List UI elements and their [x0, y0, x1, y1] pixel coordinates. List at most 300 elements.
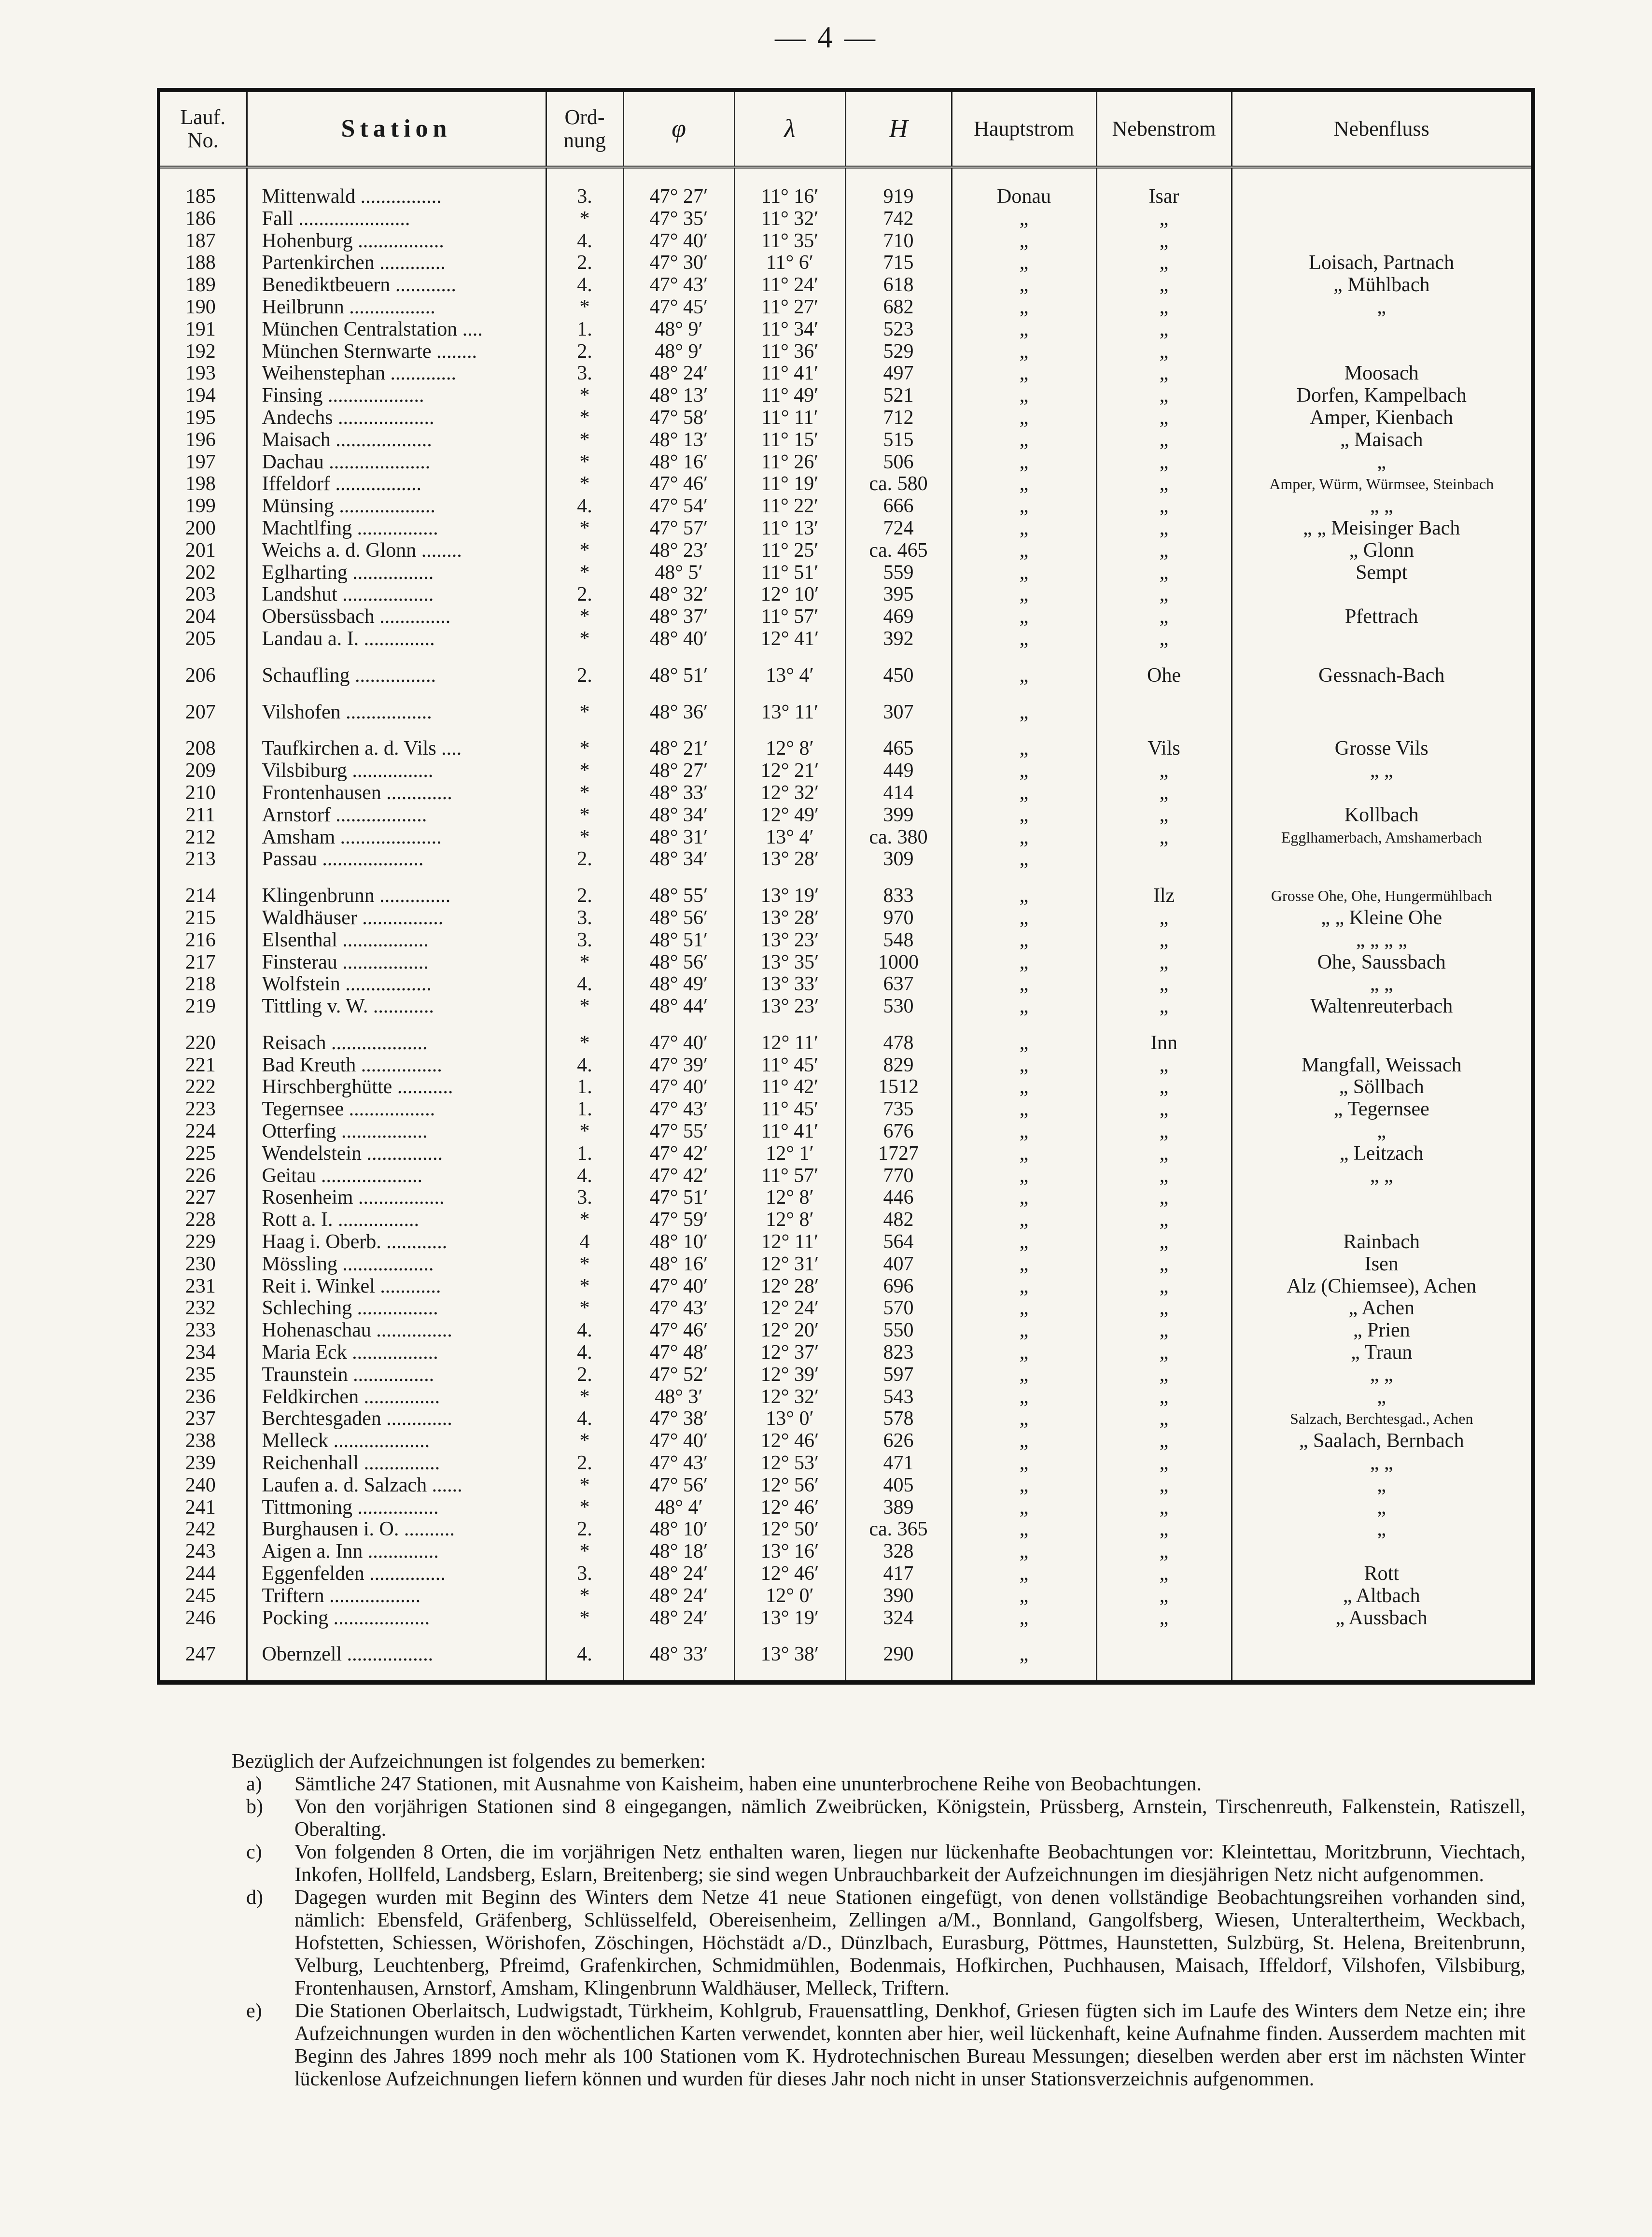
latitude: 47° 51′: [623, 1187, 734, 1209]
height: 465: [845, 738, 952, 760]
table-row: [160, 1055, 1531, 1077]
lauf-no: 242: [185, 1519, 216, 1541]
height: 682: [845, 296, 952, 319]
nebenstrom: „: [1096, 1452, 1232, 1475]
row-spacer: [160, 687, 1531, 702]
lauf-no: 193: [185, 363, 216, 385]
table-row: [160, 827, 1531, 849]
nebenfluss: „ „ Meisinger Bach: [1232, 518, 1531, 540]
lauf-no: 221: [185, 1054, 216, 1076]
nebenfluss: Ohe, Saussbach: [1232, 952, 1531, 974]
nebenstrom: „: [1096, 827, 1232, 849]
row-spacer: [160, 1666, 1531, 1680]
hauptstrom: „: [952, 1187, 1096, 1209]
hauptstrom: „: [952, 702, 1096, 724]
height: 550: [845, 1320, 952, 1342]
longitude: 11° 49′: [734, 385, 845, 407]
spacer-cell: [247, 1018, 546, 1032]
ordnung: 3.: [546, 186, 623, 208]
nebenstrom: „: [1096, 407, 1232, 429]
ordnung: *: [546, 296, 623, 319]
lauf-no: 219: [185, 996, 216, 1018]
hauptstrom: „: [952, 407, 1096, 429]
nebenfluss: Mangfall, Weissach: [1232, 1055, 1531, 1077]
spacer-cell: [546, 723, 623, 738]
spacer-cell: [1232, 871, 1531, 885]
latitude: 48° 16′: [623, 1253, 734, 1276]
latitude: 48° 5′: [623, 562, 734, 584]
header-phi: φ: [623, 92, 734, 167]
station-name: Landshut ..................: [247, 584, 546, 606]
nebenfluss: Sempt: [1232, 562, 1531, 584]
ordnung: 1.: [546, 1076, 623, 1098]
lauf-no: 185: [185, 186, 216, 208]
lauf-no: 200: [185, 517, 216, 539]
lauf-no: 246: [185, 1607, 216, 1629]
nebenfluss: „ Saalach, Bernbach: [1232, 1430, 1531, 1452]
lauf-no: 206: [185, 664, 216, 687]
station-table-frame: [157, 88, 1535, 1685]
nebenstrom: „: [1096, 628, 1232, 650]
longitude: 13° 28′: [734, 907, 845, 929]
spacer-cell: [623, 723, 734, 738]
station-table-body: [160, 167, 1531, 1680]
lauf-no: 211: [185, 804, 215, 826]
nebenfluss: „ Söllbach: [1232, 1076, 1531, 1098]
station-name: Schaufling ................: [247, 665, 546, 687]
nebenstrom: „: [1096, 1098, 1232, 1121]
table-row: [160, 973, 1531, 996]
station-name: Münsing ...................: [247, 495, 546, 518]
ordnung: 3.: [546, 1563, 623, 1585]
ordnung: 2.: [546, 252, 623, 274]
ordnung: *: [546, 385, 623, 407]
nebenstrom: „: [1096, 363, 1232, 385]
spacer-cell: [546, 871, 623, 885]
longitude: 11° 42′: [734, 1076, 845, 1098]
height: 618: [845, 274, 952, 296]
station-name: Tittmoning ................: [247, 1497, 546, 1519]
nebenstrom: „: [1096, 1076, 1232, 1098]
longitude: 12° 32′: [734, 1386, 845, 1408]
station-name: Passau ....................: [247, 848, 546, 871]
height: 597: [845, 1364, 952, 1386]
lauf-no: 201: [185, 539, 216, 562]
ordnung: *: [546, 1297, 623, 1320]
latitude: 47° 40′: [623, 230, 734, 253]
station-name: Mittenwald ................: [247, 186, 546, 208]
station-name: Obersüssbach ..............: [247, 606, 546, 628]
hauptstrom: „: [952, 1386, 1096, 1408]
spacer-cell: [247, 650, 546, 665]
nebenstrom: Ohe: [1096, 665, 1232, 687]
lauf-no: 216: [185, 929, 216, 951]
longitude: 12° 21′: [734, 760, 845, 782]
nebenstrom: „: [1096, 1475, 1232, 1497]
nebenfluss: Grosse Vils: [1232, 738, 1531, 760]
height: 919: [845, 186, 952, 208]
spacer-cell: [247, 1666, 546, 1680]
longitude: 11° 24′: [734, 274, 845, 296]
latitude: 48° 16′: [623, 451, 734, 474]
station-name: Taufkirchen a. d. Vils ....: [247, 738, 546, 760]
ordnung: 1.: [546, 319, 623, 341]
latitude: 47° 27′: [623, 186, 734, 208]
spacer-cell: [952, 1629, 1096, 1644]
hauptstrom: „: [952, 363, 1096, 385]
height: 446: [845, 1187, 952, 1209]
ordnung: 1.: [546, 1143, 623, 1165]
height: 399: [845, 804, 952, 827]
lauf-no: 191: [185, 318, 216, 340]
station-name: Otterfing .................: [247, 1121, 546, 1143]
spacer-cell: [160, 687, 247, 702]
nebenfluss: Rainbach: [1232, 1231, 1531, 1253]
ordnung: *: [546, 208, 623, 230]
longitude: 11° 25′: [734, 540, 845, 562]
station-name: Feldkirchen ...............: [247, 1386, 546, 1408]
latitude: 47° 58′: [623, 407, 734, 429]
table-row: [160, 1563, 1531, 1585]
nebenstrom: „: [1096, 1320, 1232, 1342]
station-name: Maisach ...................: [247, 429, 546, 451]
hauptstrom: „: [952, 1032, 1096, 1055]
nebenstrom: „: [1096, 495, 1232, 518]
height: 506: [845, 451, 952, 474]
longitude: 13° 4′: [734, 665, 845, 687]
table-row: [160, 665, 1531, 687]
hauptstrom: „: [952, 628, 1096, 650]
nebenfluss: „ Achen: [1232, 1297, 1531, 1320]
latitude: 48° 13′: [623, 385, 734, 407]
longitude: 11° 51′: [734, 562, 845, 584]
nebenstrom: „: [1096, 341, 1232, 363]
height: 578: [845, 1408, 952, 1430]
height: 833: [845, 885, 952, 907]
table-row: [160, 495, 1531, 518]
height: 710: [845, 230, 952, 253]
lauf-no: 208: [185, 738, 216, 760]
lauf-no: 195: [185, 407, 216, 429]
lauf-no: 192: [185, 340, 216, 363]
ordnung: *: [546, 606, 623, 628]
latitude: 48° 24′: [623, 1607, 734, 1630]
height: 497: [845, 363, 952, 385]
hauptstrom: „: [952, 1165, 1096, 1187]
lauf-no: 218: [185, 973, 216, 996]
table-row: [160, 451, 1531, 474]
spacer-cell: [734, 1018, 845, 1032]
table-row: [160, 1253, 1531, 1276]
ordnung: *: [546, 1209, 623, 1231]
hauptstrom: „: [952, 296, 1096, 319]
spacer-cell: [734, 1666, 845, 1680]
longitude: 12° 28′: [734, 1276, 845, 1298]
nebenfluss: „: [1232, 1497, 1531, 1519]
table-row: [160, 1644, 1531, 1666]
spacer-cell: [160, 1629, 247, 1644]
table-row: [160, 473, 1531, 495]
ordnung: 1.: [546, 1098, 623, 1121]
table-row: [160, 782, 1531, 804]
ordnung: *: [546, 760, 623, 782]
latitude: 48° 3′: [623, 1386, 734, 1408]
height: 626: [845, 1430, 952, 1452]
note-text: Dagegen wurden mit Beginn des Winters dem Netze 41 neue Stationen eingefügt, von denen vollständige Beobachtungsreihen vorhanden sind, nämlich: Ebensfeld, Gräfenberg, Schlüsselfeld, Obereisenheim, Zellingen a/M., Bonnland, Gangolfsberg, Wiesen, Unteraltertheim, Weckbach, Hofstetten, Schiessen, Wörishofen, Zöschingen, Höchstädt a/D., Dünzlbach, Eurasburg, Pöttmes, Haunstetten, Sulzbürg, St. Helena, Breitenbrunn, Velburg, Leuchtenberg, Pfreimd, Grafenkirchen, Schmidmühlen, Bodenmais, Hofkirchen, Puchhausen, Maisach, Iffeldorf, Vilshofen, Vilsbiburg, Frontenhausen, Arnstorf, Amsham, Klingenbrunn Waldhäuser, Melleck, Triftern.: [294, 1886, 1526, 1999]
ordnung: *: [546, 451, 623, 474]
lauf-no: 197: [185, 451, 216, 473]
hauptstrom: „: [952, 973, 1096, 996]
lauf-no: 204: [185, 606, 216, 628]
nebenstrom: „: [1096, 296, 1232, 319]
ordnung: 2.: [546, 848, 623, 871]
lauf-no: 214: [185, 885, 216, 907]
nebenstrom: „: [1096, 1497, 1232, 1519]
station-name: Finsing ...................: [247, 385, 546, 407]
spacer-cell: [952, 871, 1096, 885]
height: 530: [845, 996, 952, 1018]
hauptstrom: „: [952, 1519, 1096, 1541]
longitude: 12° 32′: [734, 782, 845, 804]
height: 290: [845, 1644, 952, 1666]
longitude: 12° 53′: [734, 1452, 845, 1475]
nebenfluss: „: [1232, 1386, 1531, 1408]
height: 482: [845, 1209, 952, 1231]
ordnung: 4.: [546, 1342, 623, 1364]
latitude: 47° 48′: [623, 1342, 734, 1364]
latitude: 47° 59′: [623, 1209, 734, 1231]
height: 564: [845, 1231, 952, 1253]
nebenfluss: „ „: [1232, 495, 1531, 518]
latitude: 47° 55′: [623, 1121, 734, 1143]
lauf-no: 212: [185, 826, 216, 848]
station-name: Rosenheim .................: [247, 1187, 546, 1209]
longitude: 13° 33′: [734, 973, 845, 996]
nebenfluss: „ Traun: [1232, 1342, 1531, 1364]
table-row: [160, 1607, 1531, 1630]
longitude: 13° 19′: [734, 885, 845, 907]
spacer-cell: [247, 687, 546, 702]
hauptstrom: „: [952, 1055, 1096, 1077]
nebenfluss: „ Altbach: [1232, 1585, 1531, 1607]
spacer-cell: [546, 1629, 623, 1644]
station-name: Reichenhall ...............: [247, 1452, 546, 1475]
nebenstrom: „: [1096, 1607, 1232, 1630]
nebenstrom: „: [1096, 952, 1232, 974]
spacer-cell: [952, 723, 1096, 738]
spacer-cell: [1096, 687, 1232, 702]
table-row: [160, 1209, 1531, 1231]
ordnung: *: [546, 1121, 623, 1143]
note-text: Von den vorjährigen Stationen sind 8 eingegangen, nämlich Zweibrücken, Königstein, Prüssberg, Arnstein, Tirschenreuth, Falkenstein, Ratiszell, Oberalting.: [294, 1796, 1526, 1841]
nebenfluss: „ Aussbach: [1232, 1607, 1531, 1630]
nebenstrom: „: [1096, 1364, 1232, 1386]
table-row: [160, 363, 1531, 385]
longitude: 11° 22′: [734, 495, 845, 518]
latitude: 47° 56′: [623, 1475, 734, 1497]
table-row: [160, 804, 1531, 827]
spacer-cell: [952, 650, 1096, 665]
nebenstrom: „: [1096, 1541, 1232, 1563]
note-item: [222, 1841, 1526, 1886]
latitude: 47° 38′: [623, 1408, 734, 1430]
longitude: 12° 0′: [734, 1585, 845, 1607]
nebenfluss: [1232, 1209, 1531, 1231]
longitude: 11° 6′: [734, 252, 845, 274]
nebenstrom: „: [1096, 760, 1232, 782]
nebenfluss: [1232, 1032, 1531, 1055]
longitude: 13° 16′: [734, 1541, 845, 1563]
height: ca. 580: [845, 473, 952, 495]
hauptstrom: „: [952, 1475, 1096, 1497]
lauf-no: 238: [185, 1430, 216, 1452]
spacer-cell: [1096, 167, 1232, 186]
station-table: [160, 92, 1531, 1680]
longitude: 13° 35′: [734, 952, 845, 974]
nebenfluss: [1232, 702, 1531, 724]
nebenfluss: „ Maisach: [1232, 429, 1531, 451]
ordnung: 4: [546, 1231, 623, 1253]
longitude: 11° 11′: [734, 407, 845, 429]
nebenstrom: „: [1096, 518, 1232, 540]
hauptstrom: „: [952, 1541, 1096, 1563]
ordnung: *: [546, 738, 623, 760]
spacer-cell: [1232, 1018, 1531, 1032]
nebenstrom: „: [1096, 252, 1232, 274]
header-hauptstrom: Hauptstrom: [952, 92, 1096, 167]
latitude: 48° 18′: [623, 1541, 734, 1563]
table-row: [160, 385, 1531, 407]
station-name: Bad Kreuth ................: [247, 1055, 546, 1077]
lauf-no: 189: [185, 274, 216, 296]
height: 742: [845, 208, 952, 230]
lauf-no: 227: [185, 1187, 216, 1209]
table-row: [160, 1364, 1531, 1386]
hauptstrom: „: [952, 606, 1096, 628]
nebenfluss: [1232, 319, 1531, 341]
lauf-no: 247: [185, 1644, 216, 1666]
hauptstrom: „: [952, 1607, 1096, 1630]
ordnung: *: [546, 1386, 623, 1408]
nebenfluss: Amper, Kienbach: [1232, 407, 1531, 429]
header-height: H: [845, 92, 952, 167]
note-label: d): [246, 1886, 263, 1909]
latitude: 48° 27′: [623, 760, 734, 782]
table-row: [160, 996, 1531, 1018]
table-row: [160, 1320, 1531, 1342]
longitude: 12° 56′: [734, 1475, 845, 1497]
hauptstrom: „: [952, 1276, 1096, 1298]
nebenfluss: [1232, 230, 1531, 253]
spacer-cell: [546, 1018, 623, 1032]
nebenfluss: „ „: [1232, 1364, 1531, 1386]
spacer-cell: [160, 871, 247, 885]
latitude: 47° 43′: [623, 274, 734, 296]
ordnung: *: [546, 628, 623, 650]
latitude: 47° 54′: [623, 495, 734, 518]
spacer-cell: [247, 167, 546, 186]
height: 324: [845, 1607, 952, 1630]
nebenstrom: „: [1096, 1342, 1232, 1364]
hauptstrom: „: [952, 385, 1096, 407]
height: 570: [845, 1297, 952, 1320]
station-name: Hirschberghütte ...........: [247, 1076, 546, 1098]
hauptstrom: Donau: [952, 186, 1096, 208]
spacer-cell: [1096, 1629, 1232, 1644]
lauf-no: 213: [185, 848, 216, 871]
station-name: Amsham ....................: [247, 827, 546, 849]
station-name: Triftern ..................: [247, 1585, 546, 1607]
nebenfluss: [1232, 186, 1531, 208]
nebenstrom: „: [1096, 804, 1232, 827]
hauptstrom: „: [952, 1320, 1096, 1342]
latitude: 47° 43′: [623, 1452, 734, 1475]
nebenstrom: „: [1096, 1055, 1232, 1077]
hauptstrom: „: [952, 1563, 1096, 1585]
longitude: 12° 11′: [734, 1231, 845, 1253]
station-name: Fall ......................: [247, 208, 546, 230]
longitude: 12° 1′: [734, 1143, 845, 1165]
table-row: [160, 540, 1531, 562]
table-row: [160, 341, 1531, 363]
latitude: 48° 13′: [623, 429, 734, 451]
height: 559: [845, 562, 952, 584]
latitude: 48° 4′: [623, 1497, 734, 1519]
hauptstrom: „: [952, 665, 1096, 687]
nebenfluss: „: [1232, 296, 1531, 319]
nebenstrom: Inn: [1096, 1032, 1232, 1055]
station-name: Heilbrunn .................: [247, 296, 546, 319]
height: 417: [845, 1563, 952, 1585]
hauptstrom: „: [952, 584, 1096, 606]
height: 735: [845, 1098, 952, 1121]
ordnung: 2.: [546, 341, 623, 363]
ordnung: 2.: [546, 1452, 623, 1475]
nebenstrom: „: [1096, 1430, 1232, 1452]
height: 1512: [845, 1076, 952, 1098]
nebenstrom: „: [1096, 473, 1232, 495]
hauptstrom: „: [952, 952, 1096, 974]
header-station: Station: [247, 92, 546, 167]
height: 405: [845, 1475, 952, 1497]
nebenfluss: [1232, 584, 1531, 606]
lauf-no: 225: [185, 1142, 216, 1165]
spacer-cell: [734, 871, 845, 885]
nebenfluss: „ „ Kleine Ohe: [1232, 907, 1531, 929]
lauf-no: 237: [185, 1408, 216, 1430]
table-row: [160, 208, 1531, 230]
hauptstrom: „: [952, 1497, 1096, 1519]
spacer-cell: [1232, 723, 1531, 738]
hauptstrom: „: [952, 760, 1096, 782]
nebenstrom: „: [1096, 1585, 1232, 1607]
nebenfluss: Gessnach-Bach: [1232, 665, 1531, 687]
longitude: 11° 26′: [734, 451, 845, 474]
latitude: 47° 40′: [623, 1032, 734, 1055]
hauptstrom: „: [952, 929, 1096, 952]
hauptstrom: „: [952, 473, 1096, 495]
height: ca. 465: [845, 540, 952, 562]
nebenfluss: „: [1232, 451, 1531, 474]
height: 515: [845, 429, 952, 451]
longitude: 12° 8′: [734, 1209, 845, 1231]
height: 307: [845, 702, 952, 724]
table-row: [160, 907, 1531, 929]
ordnung: *: [546, 562, 623, 584]
table-row: [160, 929, 1531, 952]
spacer-cell: [160, 1018, 247, 1032]
lauf-no: 202: [185, 562, 216, 584]
